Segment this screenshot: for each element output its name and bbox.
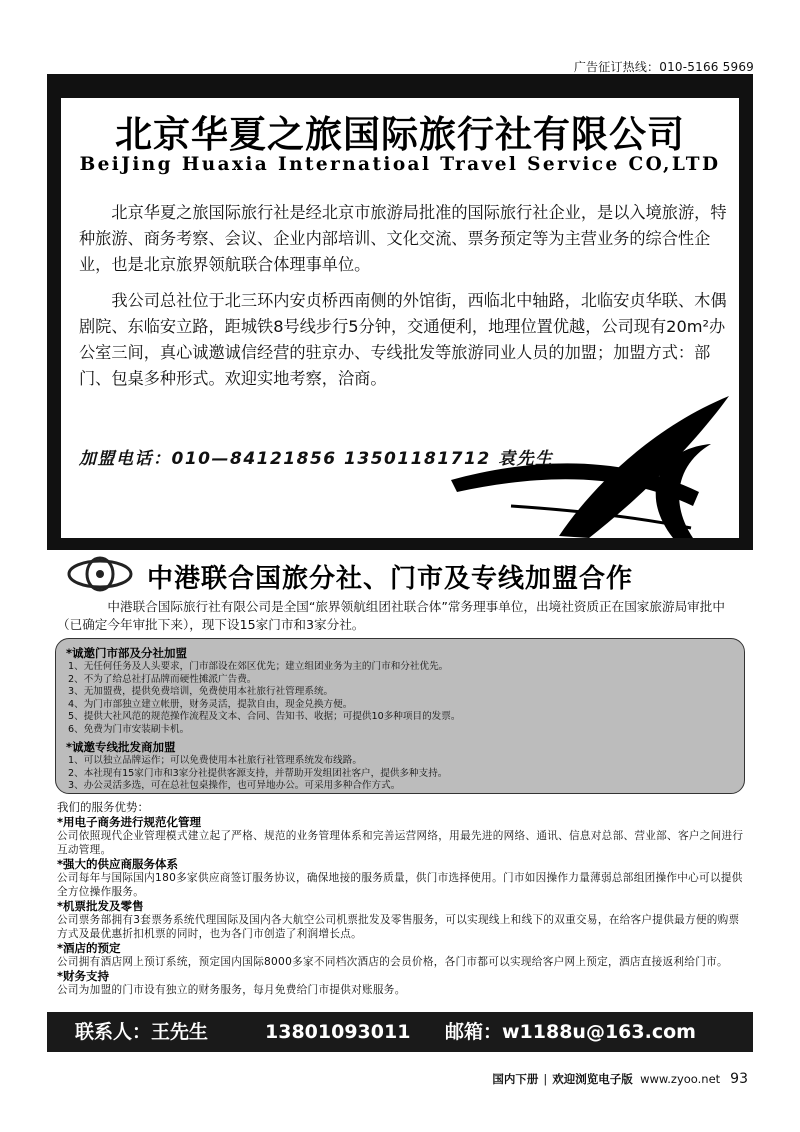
store-benefits-list xyxy=(68,661,738,737)
advantage-text: 公司依照现代企业管理模式建立起了严格、规范的业务管理体系和完善运营网络，用最先进的网络、通讯、信息对总部、营业部、客户之间进行互动管理。 xyxy=(57,830,744,856)
advantage-text: 公司票务部拥有3套票务系统代理国际及国内各大航空公司机票批发及零售服务，可以实现线上和线下的双重交易，在给客户提供最方便的购票方式及最优惠折扣机票的同时，也为各门市创造了利润增长点。 xyxy=(57,914,740,940)
page-footer xyxy=(492,1071,748,1087)
advantage-title: *强大的供应商服务体系 xyxy=(57,857,179,871)
box-title-store: *诚邀门市部及分社加盟 xyxy=(66,646,188,660)
list-item: 6、免费为门市安装刷卡机。 xyxy=(68,723,190,735)
company-english-name: BeiJing Huaxia Internatioal Travel Service CO,LTD xyxy=(79,154,721,175)
list-item: 3、办公灵活多选，可在总社包桌操作，也可异地办公。可采用多种合作方式。 xyxy=(68,780,401,792)
box-title-wholesaler: *诚邀专线批发商加盟 xyxy=(66,740,176,754)
advantage-title: *财务支持 xyxy=(57,969,110,983)
advantages-heading: 我们的服务优势： xyxy=(57,800,149,814)
company-title: 北京华夏之旅国际旅行社有限公司 xyxy=(115,113,685,156)
advantage-item xyxy=(57,815,747,857)
advantage-title: *用电子商务进行规范化管理 xyxy=(57,815,202,829)
contact-phone: 13801093011 xyxy=(265,1021,411,1043)
footer-website: www.zyoo.net xyxy=(640,1072,721,1086)
advantage-item xyxy=(57,899,747,941)
advantage-title: *机票批发及零售 xyxy=(57,899,144,913)
contact-person: 联系人：王先生 xyxy=(75,1021,209,1043)
advantage-text: 公司每年与国际国内180多家供应商签订服务协议，确保地接的服务质量，供门市选择使用。门市如因操作力量薄弱总部组团操作中心可以提供全方位操作服务。 xyxy=(57,872,743,898)
knot-logo-icon xyxy=(65,556,135,592)
company-location-paragraph: 我公司总社位于北三环内安贞桥西南侧的外馆街，西临北中轴路，北临安贞华联、木偶剧院、东临安立路，距城铁8号线步行5分钟，交通便利，地理位置优越，公司现有20m²办公室三间，真心诚邀诚信经营的驻京办、专线批发等旅游同业人员的加盟；加盟方式：部门、包桌多种形式。欢迎实地考察，洽商。 xyxy=(79,291,727,388)
recruitment-box xyxy=(55,638,745,794)
contact-bar xyxy=(47,1012,753,1052)
footer-slogan: 欢迎浏览电子版 xyxy=(552,1072,633,1086)
footer-section-label: 国内下册 xyxy=(492,1072,539,1086)
list-item: 3、无加盟费，提供免费培训，免费使用本社旅行社管理系统。 xyxy=(68,686,334,698)
contact-email: 邮箱：w1188u@163.com xyxy=(445,1021,696,1043)
list-item: 5、提供大社风范的规范操作流程及文本、合同、告知书、收据；可提供10多种项目的发票。 xyxy=(68,711,461,723)
footer-divider: | xyxy=(543,1072,548,1086)
company-intro-paragraph: 北京华夏之旅国际旅行社是经北京市旅游局批准的国际旅行社企业，是以入境旅游，特种旅游、商务考察、会议、企业内部培训、文化交流、票务预定等为主营业务的综合性企业，也是北京旅界领航联合体理事单位。 xyxy=(79,203,727,274)
list-item: 2、不为了给总社打品牌而硬性摊派广告费。 xyxy=(68,673,257,685)
advantage-item xyxy=(57,969,747,997)
page-number: 93 xyxy=(730,1071,748,1087)
franchise-phone-line: 加盟电话：010—84121856 13501181712 袁先生 xyxy=(79,449,554,469)
list-item: 1、无任何任务及人头要求，门市部设在郊区优先；建立组团业务为主的门市和分社优先。 xyxy=(68,661,449,672)
travel-agency-ad xyxy=(47,74,753,550)
list-item: 2、本社现有15家门市和3家分社提供客源支持，并帮助开发组团社客户，提供多种支持。 xyxy=(68,767,448,779)
list-item: 4、为门市部独立建立帐册，财务灵活，提款自由，现金兑换方便。 xyxy=(68,698,353,710)
advantage-title: *酒店的预定 xyxy=(57,941,121,955)
list-item: 1、可以独立品牌运作；可以免费使用本社旅行社管理系统发布线路。 xyxy=(68,755,362,766)
advantage-item xyxy=(57,857,747,899)
franchise-section xyxy=(47,550,753,1062)
advantage-text: 公司为加盟的门市设有独立的财务服务，每月免费给门市提供对账服务。 xyxy=(57,984,406,996)
ad-content xyxy=(61,98,739,538)
section-intro: 中港联合国际旅行社有限公司是全国“旅界领航组团社联合体”常务理事单位，出境社资质正在国家旅游局审批中（已确定今年审批下来），现下设15家门市和3家分社。 xyxy=(57,599,725,632)
wholesaler-benefits-list xyxy=(68,755,738,793)
advantage-text: 公司拥有酒店网上预订系统，预定国内国际8000多家不同档次酒店的会员价格，各门市都可以实现给客户网上预定，酒店直接返利给门市。 xyxy=(57,956,728,968)
advantage-item xyxy=(57,941,747,969)
ad-hotline: 广告征订热线：010-5166 5969 xyxy=(573,60,754,74)
section-heading: 中港联合国旅分社、门市及专线加盟合作 xyxy=(147,564,634,594)
service-advantages xyxy=(57,800,747,997)
